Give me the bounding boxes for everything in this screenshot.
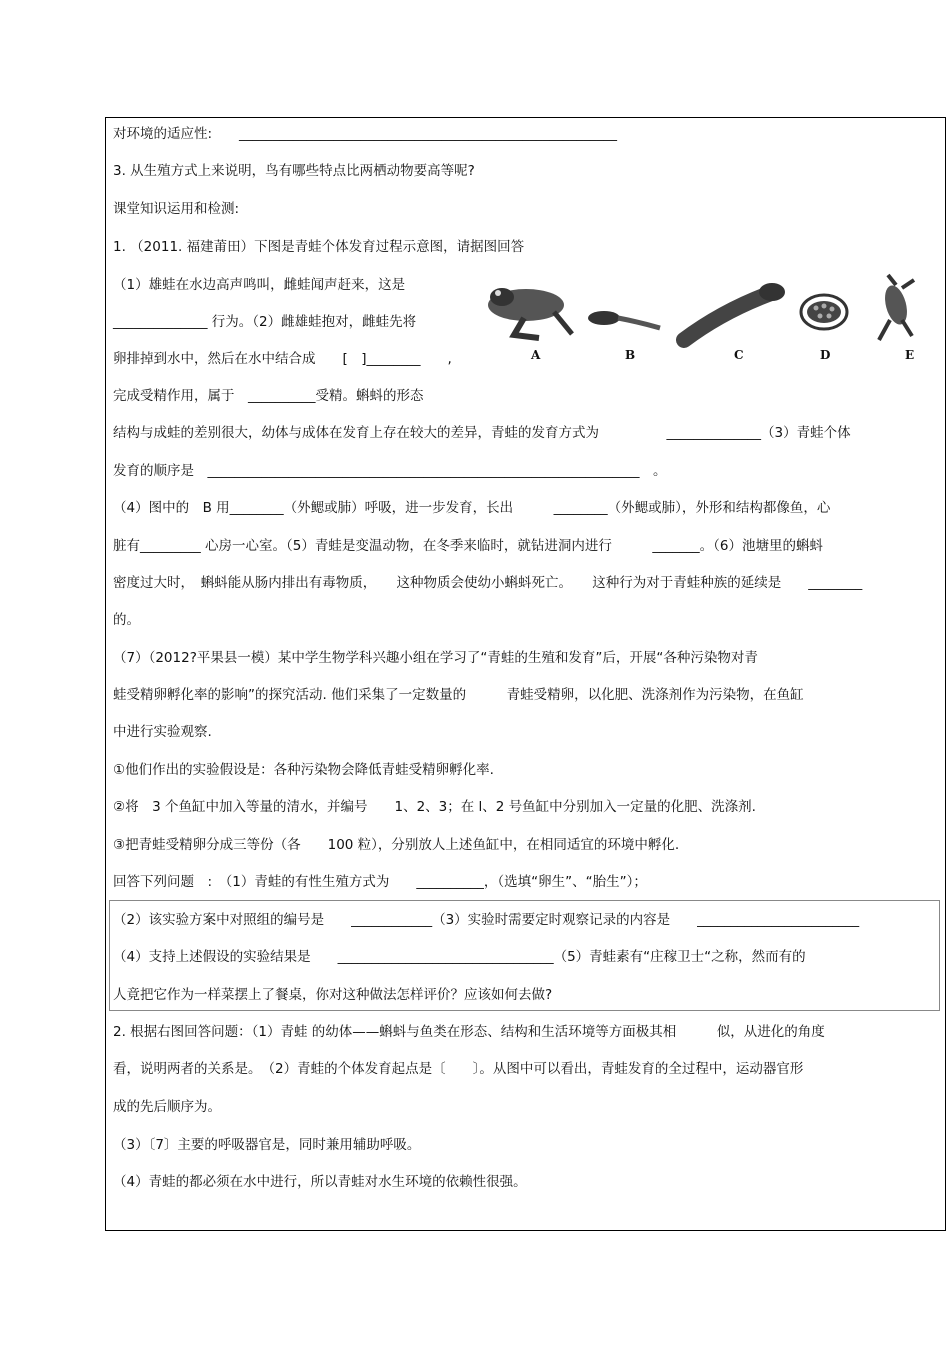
text-line: 中进行实验观察. <box>113 724 212 740</box>
text-line: 的。 <box>113 612 140 628</box>
text-line: 卵排掉到水中，然后在水中结合成 [ ]________ , <box>113 351 452 367</box>
text-line: （3）〔7〕主要的呼吸器官是，同时兼用辅助呼吸。 <box>113 1137 421 1153</box>
text-line: 回答下列问题 : （1）青蛙的有性生殖方式为 __________，（选填“卵生”、“胎生”）； <box>113 874 647 890</box>
tadpole-large-icon <box>684 283 785 340</box>
text-line: （4）青蛙的都必须在水中进行，所以青蛙对水生环境的依赖性很强。 <box>113 1174 527 1190</box>
figure-label-d: D <box>820 348 831 362</box>
text-line: 课堂知识运用和检测: <box>113 201 240 217</box>
text-line: 对环境的适应性: ________________________________________________________ <box>113 126 618 142</box>
text-line: 结构与成蛙的差别很大，幼体与成体在发育上存在较大的差异，青蛙的发育方式为 ______________（3）青蛙个体 <box>113 425 851 441</box>
text-line: 蛙受精卵孵化率的影响”的探究活动. 他们采集了一定数量的 青蛙受精卵，以化肥、洗涤剂作为污染物，在鱼缸 <box>113 687 804 703</box>
text-line: 完成受精作用，属于 __________受精。蝌蚪的形态 <box>113 388 424 404</box>
text-line: 2. 根据右图回答问题：（1）青蛙 的幼体——蝌蚪与鱼类在形态、结构和生活环境等方面极其相 似，从进化的角度 <box>113 1024 825 1040</box>
text-line: ②将 3 个鱼缸中加入等量的清水，并编号 1、2、3；在 l、2 号鱼缸中分别加入一定量的化肥、洗涤剂. <box>113 799 756 815</box>
figure-label-a: A <box>531 348 541 362</box>
text-line: 3. 从生殖方式上来说明，鸟有哪些特点比两栖动物要高等呢? <box>113 163 475 179</box>
figure-label-e: E <box>905 348 915 362</box>
text-line: ①他们作出的实验假设是：各种污染物会降低青蛙受精卵孵化率. <box>113 762 494 778</box>
frog-eggs-icon <box>801 295 847 329</box>
text-line: （2）该实验方案中对照组的编号是 ____________（3）实验时需要定时观察记录的内容是 ________________________ <box>113 912 860 928</box>
text-line: 看，说明两者的关系是。 （2）青蛙的个体发育起点是〔 〕。从图中可以看出，青蛙发育的全过程中，运动器官形 <box>113 1061 804 1077</box>
froglet-icon <box>879 275 914 340</box>
text-line: 成的先后顺序为。 <box>113 1099 221 1115</box>
frog-development-figure <box>484 270 934 370</box>
text-line: （1）雄蛙在水边高声鸣叫，雌蛙闻声赶来，这是 <box>113 277 406 293</box>
text-line: 1. （2011. 福建莆田）下图是青蛙个体发育过程示意图，请据图回答 <box>113 239 525 255</box>
figure-label-c: C <box>734 348 744 362</box>
text-line: ______________ 行为。（2）雌雄蛙抱对，雌蛙先将 <box>113 314 417 330</box>
figure-label-b: B <box>625 348 636 362</box>
adult-frog-icon <box>488 288 572 338</box>
text-line: 脏有_________ 心房一心室。（5）青蛙是变温动物，在冬季来临时，就钻进洞内进行 _______。（6）池塘里的蝌蚪 <box>113 538 823 554</box>
text-line: 密度过大时， 蝌蚪能从肠内排出有毒物质， 这种物质会使幼小蝌蚪死亡。 这种行为对于青蛙种族的延续是 ________ <box>113 575 863 591</box>
text-line: 发育的顺序是 ________________________________________________________________ 。 <box>113 463 667 479</box>
text-line: （4）图中的 B 用________（外鳃或肺）呼吸，进一步发育，长出 ________（外鳃或肺），外形和结构都像鱼，心 <box>113 500 831 516</box>
text-line: （4）支持上述假设的实验结果是 ________________________________（5）青蛙素有“庄稼卫士“之称，然而有的 <box>113 949 806 965</box>
text-line: ③把青蛙受精卵分成三等份（各 100 粒），分别放人上述鱼缸中，在相同适宜的环境中孵化. <box>113 837 680 853</box>
text-line: 人竟把它作为一样菜摆上了餐桌，你对这种做法怎样评价？应该如何去做? <box>113 987 553 1003</box>
text-line: （7）（2012?平果县一模）某中学生物学科兴趣小组在学习了“青蛙的生殖和发育”后，开展“各种污染物对青 <box>113 650 758 666</box>
tadpole-small-icon <box>588 311 660 328</box>
